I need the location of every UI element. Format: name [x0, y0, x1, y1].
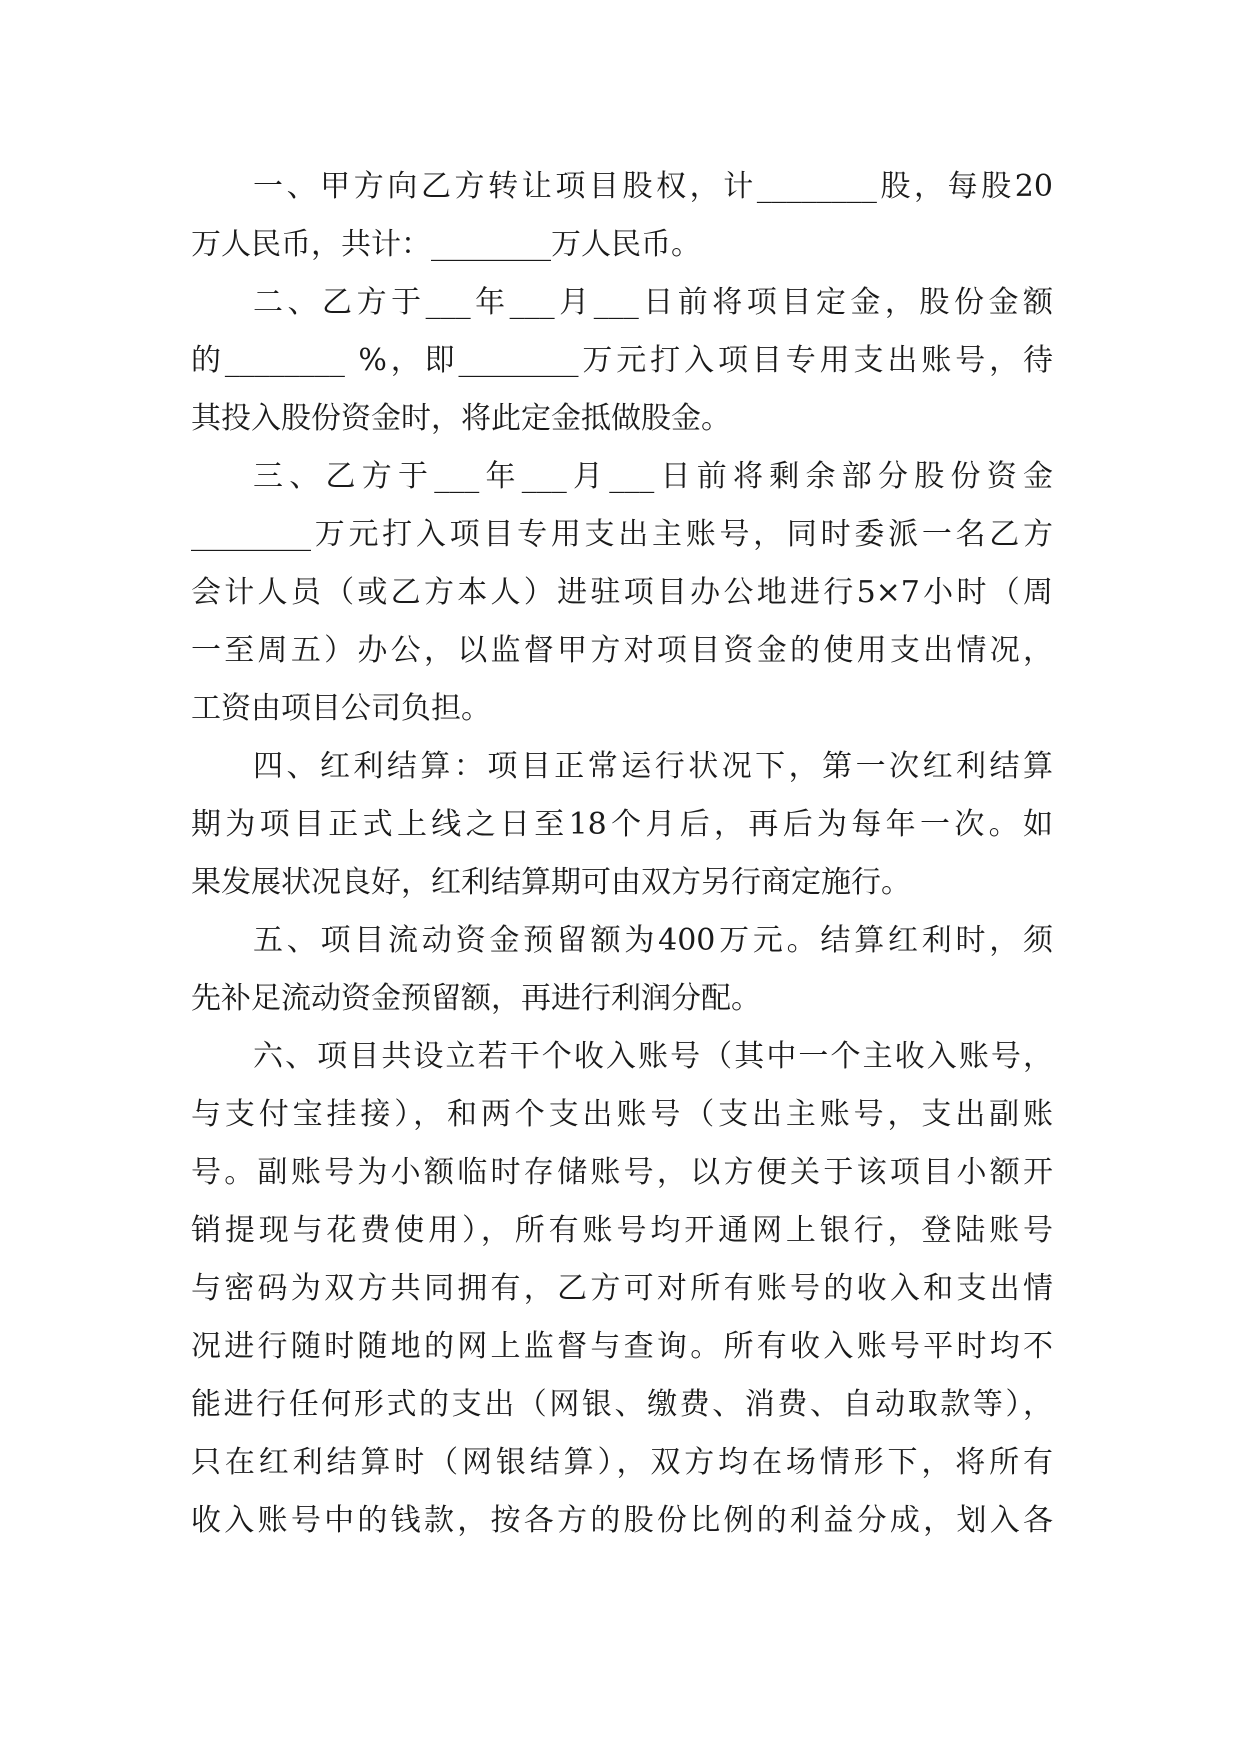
text-line: 号。副账号为小额临时存储账号，以方便关于该项目小额开	[191, 1155, 1053, 1190]
text-line: 五、项目流动资金预留额为400万元。结算红利时，须	[253, 923, 1053, 958]
text-line: 收入账号中的钱款，按各方的股份比例的利益分成，划入各	[191, 1503, 1053, 1538]
text-line: 果发展状况良好，红利结算期可由双方另行商定施行。	[191, 865, 911, 900]
text-line: 工资由项目公司负担。	[191, 691, 491, 726]
text-line: 销提现与花费使用），所有账号均开通网上银行，登陆账号	[191, 1213, 1053, 1248]
document-body	[191, 158, 1053, 1550]
text-line: 与密码为双方共同拥有，乙方可对所有账号的收入和支出情	[191, 1271, 1053, 1306]
text-line: 况进行随时随地的网上监督与查询。所有收入账号平时均不	[191, 1329, 1053, 1364]
paragraph-clause-1	[191, 158, 1053, 274]
text-line: 四、红利结算：项目正常运行状况下，第一次红利结算	[253, 749, 1053, 784]
text-line: 其投入股份资金时，将此定金抵做股金。	[191, 401, 731, 436]
text-line: 万人民币，共计：________万人民币。	[191, 227, 701, 262]
text-line: 能进行任何形式的支出（网银、缴费、消费、自动取款等），	[191, 1387, 1053, 1422]
paragraph-clause-6	[191, 1028, 1053, 1550]
text-line: 三、乙方于___年___月___日前将剩余部分股份资金	[253, 459, 1053, 494]
text-line: 会计人员（或乙方本人）进驻项目办公地进行5×7小时（周	[191, 575, 1053, 610]
text-line: 一至周五）办公，以监督甲方对项目资金的使用支出情况，	[191, 633, 1053, 668]
text-line: 与支付宝挂接），和两个支出账号（支出主账号，支出副账	[191, 1097, 1053, 1132]
text-line: 一、甲方向乙方转让项目股权，计________股，每股20	[253, 169, 1053, 204]
paragraph-clause-3	[191, 448, 1053, 738]
paragraph-clause-5	[191, 912, 1053, 1028]
text-line: 先补足流动资金预留额，再进行利润分配。	[191, 981, 761, 1016]
paragraph-clause-4	[191, 738, 1053, 912]
paragraph-clause-2	[191, 274, 1053, 448]
text-line: 二、乙方于___年___月___日前将项目定金，股份金额	[253, 285, 1053, 320]
text-line: 六、项目共设立若干个收入账号（其中一个主收入账号，	[253, 1039, 1053, 1074]
text-line: 期为项目正式上线之日至18个月后，再后为每年一次。如	[191, 807, 1053, 842]
text-line: ________万元打入项目专用支出主账号，同时委派一名乙方	[191, 517, 1053, 552]
text-line: 只在红利结算时（网银结算），双方均在场情形下，将所有	[191, 1445, 1053, 1480]
text-line: 的________ %，即________万元打入项目专用支出账号，待	[191, 343, 1053, 378]
